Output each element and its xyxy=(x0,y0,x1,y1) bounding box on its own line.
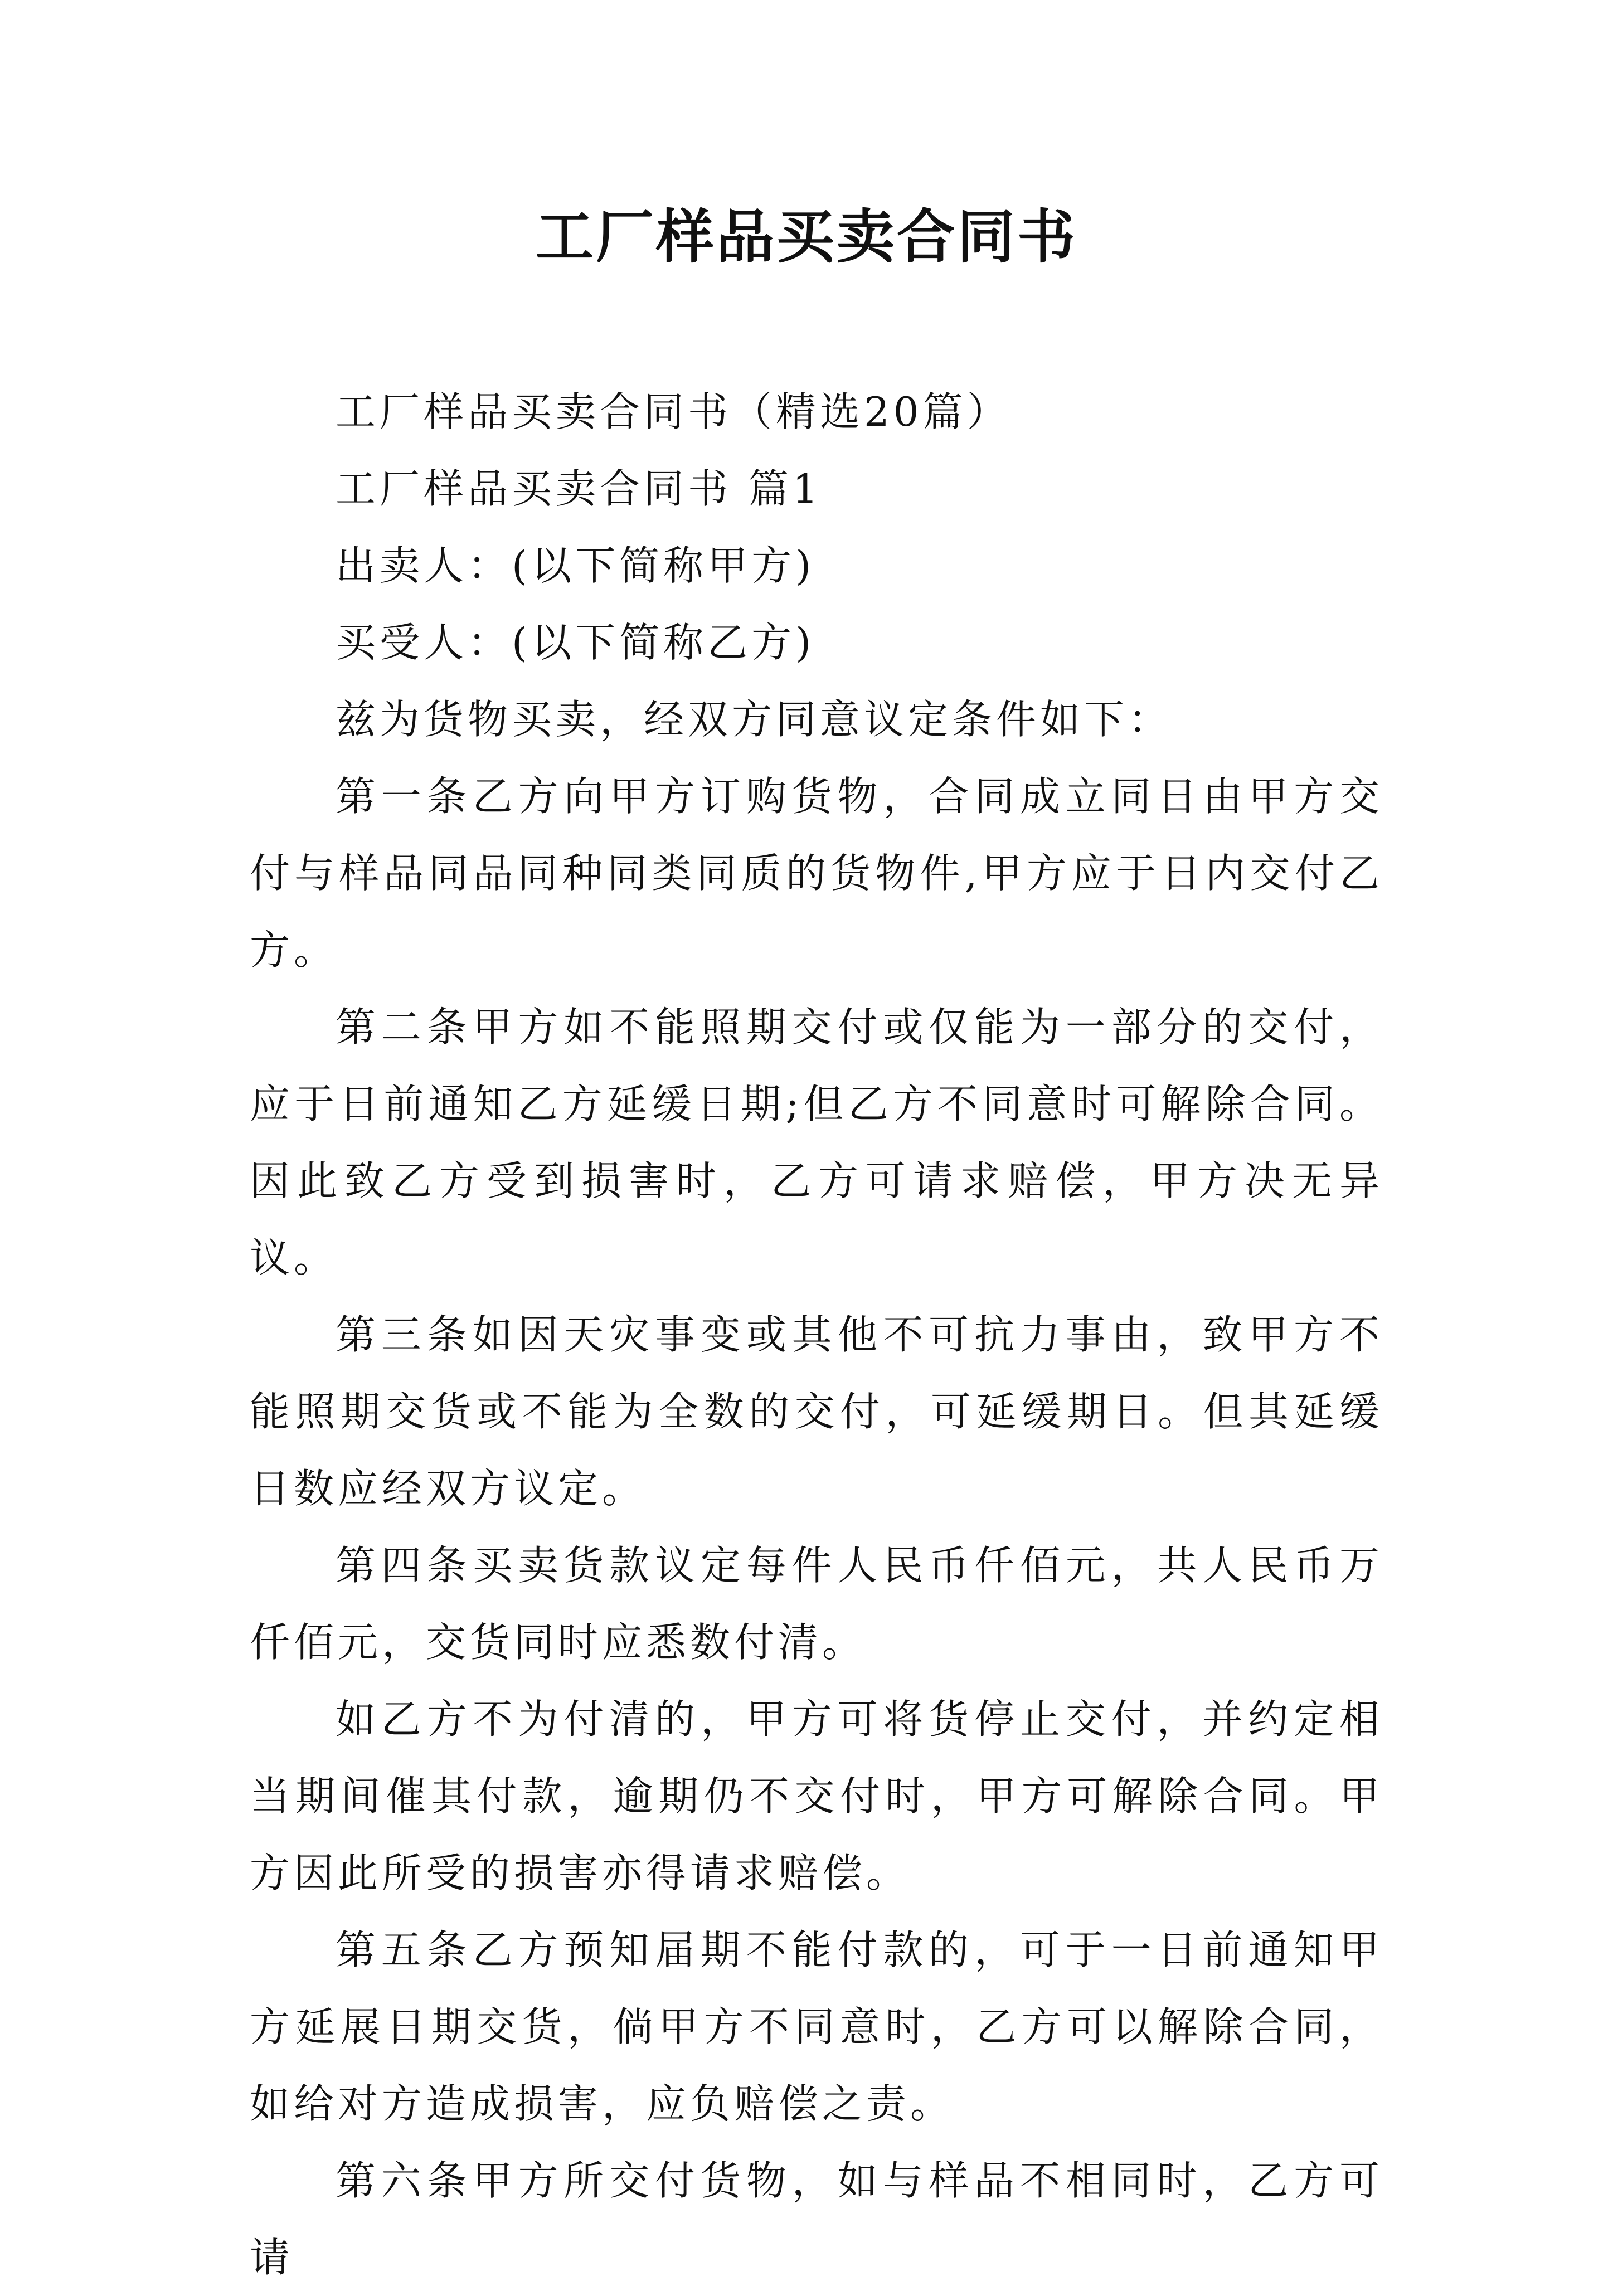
document-body xyxy=(250,373,1383,2296)
subtitle-paragraph: 工厂样品买卖合同书（精选20篇） xyxy=(336,388,1011,435)
article-5-paragraph: 第五条乙方预知届期不能付款的，可于一日前通知甲方延展日期交货，倘甲方不同意时，乙方可以解除合同，如给对方造成损害，应负赔偿之责。 xyxy=(250,1927,1383,2127)
article-3-paragraph: 第三条如因天灾事变或其他不可抗力事由，致甲方不能照期交货或不能为全数的交付，可延缓期日。但其延缓日数应经双方议定。 xyxy=(250,1311,1383,1512)
seller-line: 出卖人：(以下简称甲方) xyxy=(336,542,815,589)
article-1-paragraph: 第一条乙方向甲方订购货物，合同成立同日由甲方交付与样品同品同种同类同质的货物件,甲方应于日内交付乙方。 xyxy=(250,773,1383,974)
preamble-paragraph: 兹为货物买卖，经双方同意议定条件如下： xyxy=(336,696,1173,743)
buyer-line: 买受人：(以下简称乙方) xyxy=(336,619,815,666)
article-6-paragraph: 第六条甲方所交付货物，如与样品不相同时，乙方可请 xyxy=(250,2157,1383,2281)
document-title: 工厂样品买卖合同书 xyxy=(535,202,1077,271)
article-4-continuation-paragraph: 如乙方不为付清的，甲方可将货停止交付，并约定相当期间催其付款，逾期仍不交付时，甲方可解除合同。甲方因此所受的损害亦得请求赔偿。 xyxy=(250,1696,1383,1896)
article-4-paragraph: 第四条买卖货款议定每件人民币仟佰元，共人民币万仟佰元，交货同时应悉数付清。 xyxy=(250,1542,1383,1666)
article-2-paragraph: 第二条甲方如不能照期交付或仅能为一部分的交付，应于日前通知乙方延缓日期;但乙方不同意时可解除合同。因此致乙方受到损害时，乙方可请求赔偿，甲方决无异议。 xyxy=(250,1004,1383,1281)
section-heading: 工厂样品买卖合同书 篇1 xyxy=(336,465,822,512)
